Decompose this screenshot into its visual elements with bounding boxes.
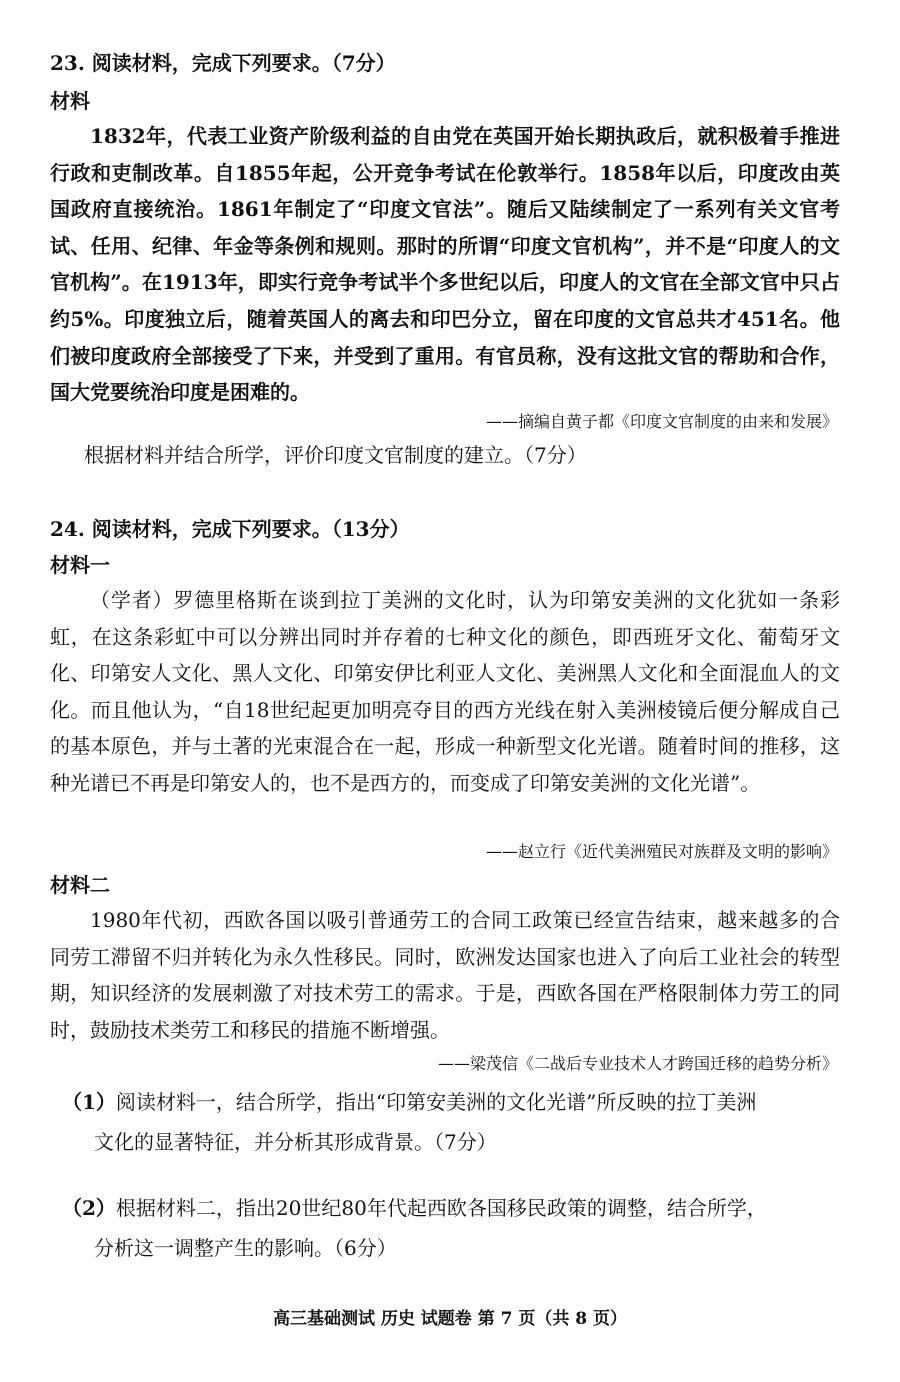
question-23-material-label: 材料 bbox=[50, 89, 90, 113]
question-24-subquestion-1 bbox=[62, 1082, 842, 1162]
question-24-material1-label: 材料一 bbox=[50, 553, 110, 577]
question-23-material-text: 1832年，代表工业资产阶级利益的自由党在英国开始长期执政后，就积极着手推进行政和吏制改革。自1855年起，公开竞争考试在伦敦举行。1858年以后，印度改由英国政府直接统治。1861年制定了“印度文官法”。随后又陆续制定了一系列有关文官考试、任用、纪律、年金等条例和规则。那时的所谓“印度文官机构”，并不是“印度人的文官机构”。在1913年，即实行竞争考试半个多世纪以后，印度人的文官在全部文官中只占约5%。印度独立后，随着英国人的离去和印巴分立，留在印度的文官总共才451名。他们被印度政府全部接受了下来，并受到了重用。有官员称，没有这批文官的帮助和合作，国大党要统治印度是困难的。 bbox=[50, 124, 840, 405]
subquestion-2-line-2: 分析这一调整产生的影响。（6分） bbox=[94, 1236, 397, 1260]
question-24-subquestion-2 bbox=[62, 1188, 842, 1268]
question-23-source: ——摘编自黄子都《印度文官制度的由来和发展》 bbox=[485, 412, 838, 431]
subquestion-2-number: （2） bbox=[62, 1196, 116, 1220]
question-24-material1-text: （学者）罗德里格斯在谈到拉丁美洲的文化时，认为印第安美洲的文化犹如一条彩虹，在这条彩虹中可以分辨出同时并存着的七种文化的颜色，即西班牙文化、葡萄牙文化、印第安人文化、黑人文化、印第安伊比利亚人文化、美洲黑人文化和全面混血人的文化。而且他认为，“自18世纪起更加明亮夺目的西方光线在射入美洲棱镜后便分解成自己的基本原色，并与土著的光束混合在一起，形成一种新型文化光谱。随着时间的推移，这种光谱已不再是印第安人的，也不是西方的，而变成了印第安美洲的文化光谱”。 bbox=[50, 588, 840, 795]
question-24-material2-text: 1980年代初，西欧各国以吸引普通劳工的合同工政策已经宣告结束，越来越多的合同劳工滞留不归并转化为永久性移民。同时，欧洲发达国家也进入了向后工业社会的转型期，知识经济的发展刺激了对技术劳工的需求。于是，西欧各国在严格限制体力劳工的同时，鼓励技术类劳工和移民的措施不断增强。 bbox=[50, 908, 840, 1042]
question-23-title: 23. 阅读材料，完成下列要求。（7分） bbox=[50, 51, 396, 75]
question-23-task: 根据材料并结合所学，评价印度文官制度的建立。（7分） bbox=[84, 443, 587, 467]
question-24-material1-source: ——赵立行《近代美洲殖民对族群及文明的影响》 bbox=[485, 842, 838, 861]
subquestion-2-line-1: 根据材料二，指出20世纪80年代起西欧各国移民政策的调整，结合所学， bbox=[115, 1196, 767, 1220]
subquestion-1-line-1: 阅读材料一，结合所学，指出“印第安美洲的文化光谱”所反映的拉丁美洲 bbox=[115, 1090, 757, 1114]
question-24-title: 24. 阅读材料，完成下列要求。（13分） bbox=[50, 517, 410, 541]
page-footer: 高三基础测试 历史 试题卷 第 7 页（共 8 页） bbox=[272, 1309, 628, 1329]
subquestion-1-number: （1） bbox=[62, 1090, 116, 1114]
question-24-material2-label: 材料二 bbox=[50, 873, 110, 897]
question-24-material2-source: ——梁茂信《二战后专业技术人才跨国迁移的趋势分析》 bbox=[437, 1054, 838, 1073]
subquestion-1-line-2: 文化的显著特征，并分析其形成背景。（7分） bbox=[94, 1130, 497, 1154]
